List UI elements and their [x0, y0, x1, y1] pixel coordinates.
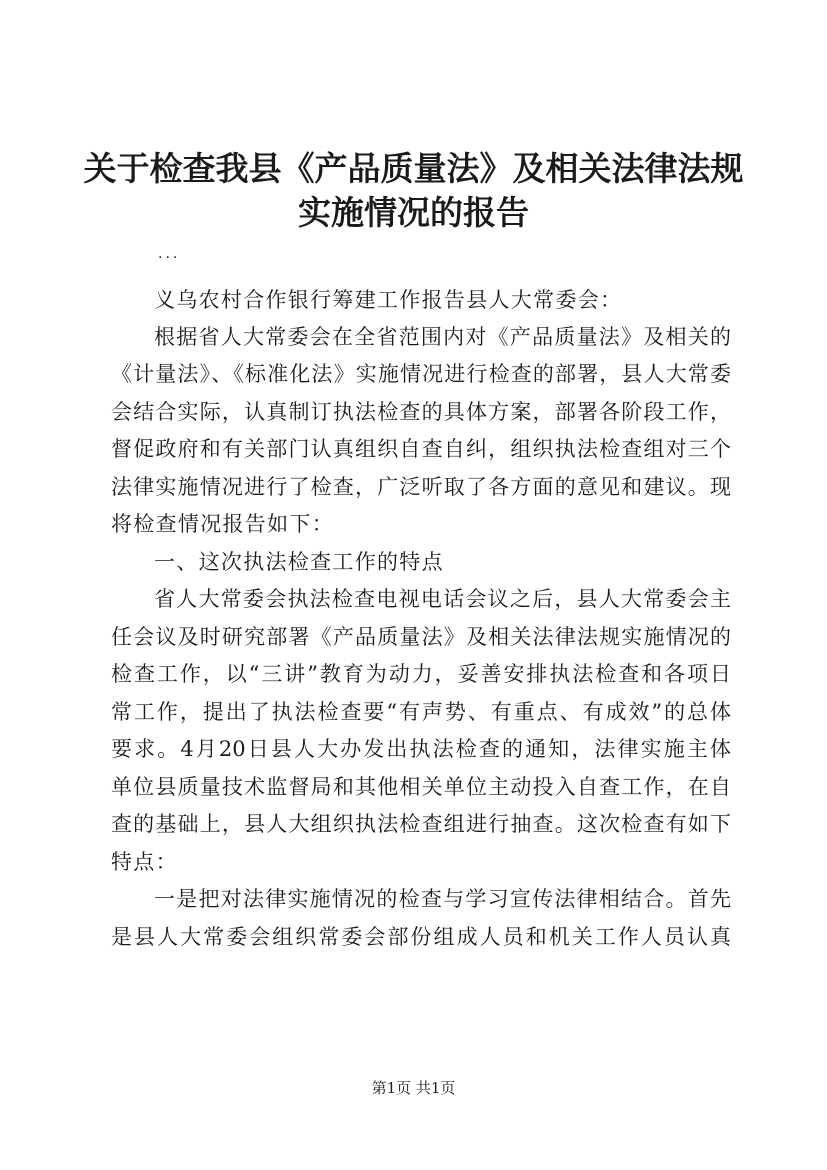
page-number-footer: 第1页 共1页 [371, 1079, 456, 1097]
body-line: 将检查情况报告如下： [111, 512, 334, 536]
body-line: 根据省人大常委会在全省范围内对《产品质量法》及相关的 [154, 325, 731, 349]
body-line: 会结合实际，认真制订执法检查的具体方案，部署各阶段工作， [111, 400, 731, 424]
body-line: 是县人大常委会组织常委会部份组成人员和机关工作人员认真 [111, 925, 731, 949]
body-line: 督促政府和有关部门认真组织自查自纠，组织执法检查组对三个 [111, 437, 731, 461]
body-line: 法律实施情况进行了检查，广泛听取了各方面的意见和建议。现 [111, 475, 731, 499]
body-line: 特点： [111, 850, 178, 874]
document-title-line-2: 实施情况的报告 [298, 193, 529, 232]
salutation-line: 义乌农村合作银行筹建工作报告县人大常委会： [154, 288, 623, 312]
body-line: 一是把对法律实施情况的检查与学习宣传法律相结合。首先 [154, 887, 731, 911]
document-title-line-1: 关于检查我县《产品质量法》及相关法律法规 [83, 149, 744, 188]
ellipsis-marker: ... [158, 246, 181, 262]
section-heading: 一、这次执法检查工作的特点 [154, 550, 444, 574]
body-line: 要求。4月20日县人大办发出执法检查的通知，法律实施主体 [111, 737, 731, 761]
body-line: 省人大常委会执法检查电视电话会议之后，县人大常委会主 [154, 587, 731, 611]
body-line: 任会议及时研究部署《产品质量法》及相关法律法规实施情况的 [111, 625, 731, 649]
body-line: 查的基础上，县人大组织执法检查组进行抽查。这次检查有如下 [111, 812, 731, 836]
body-line: 常工作，提出了执法检查要“有声势、有重点、有成效”的总体 [111, 700, 731, 724]
body-line: 单位县质量技术监督局和其他相关单位主动投入自查工作，在自 [111, 775, 731, 799]
body-line: 《计量法》、《标准化法》实施情况进行检查的部署，县人大常委 [111, 362, 731, 386]
body-line: 检查工作，以“三讲”教育为动力，妥善安排执法检查和各项日 [111, 662, 731, 686]
